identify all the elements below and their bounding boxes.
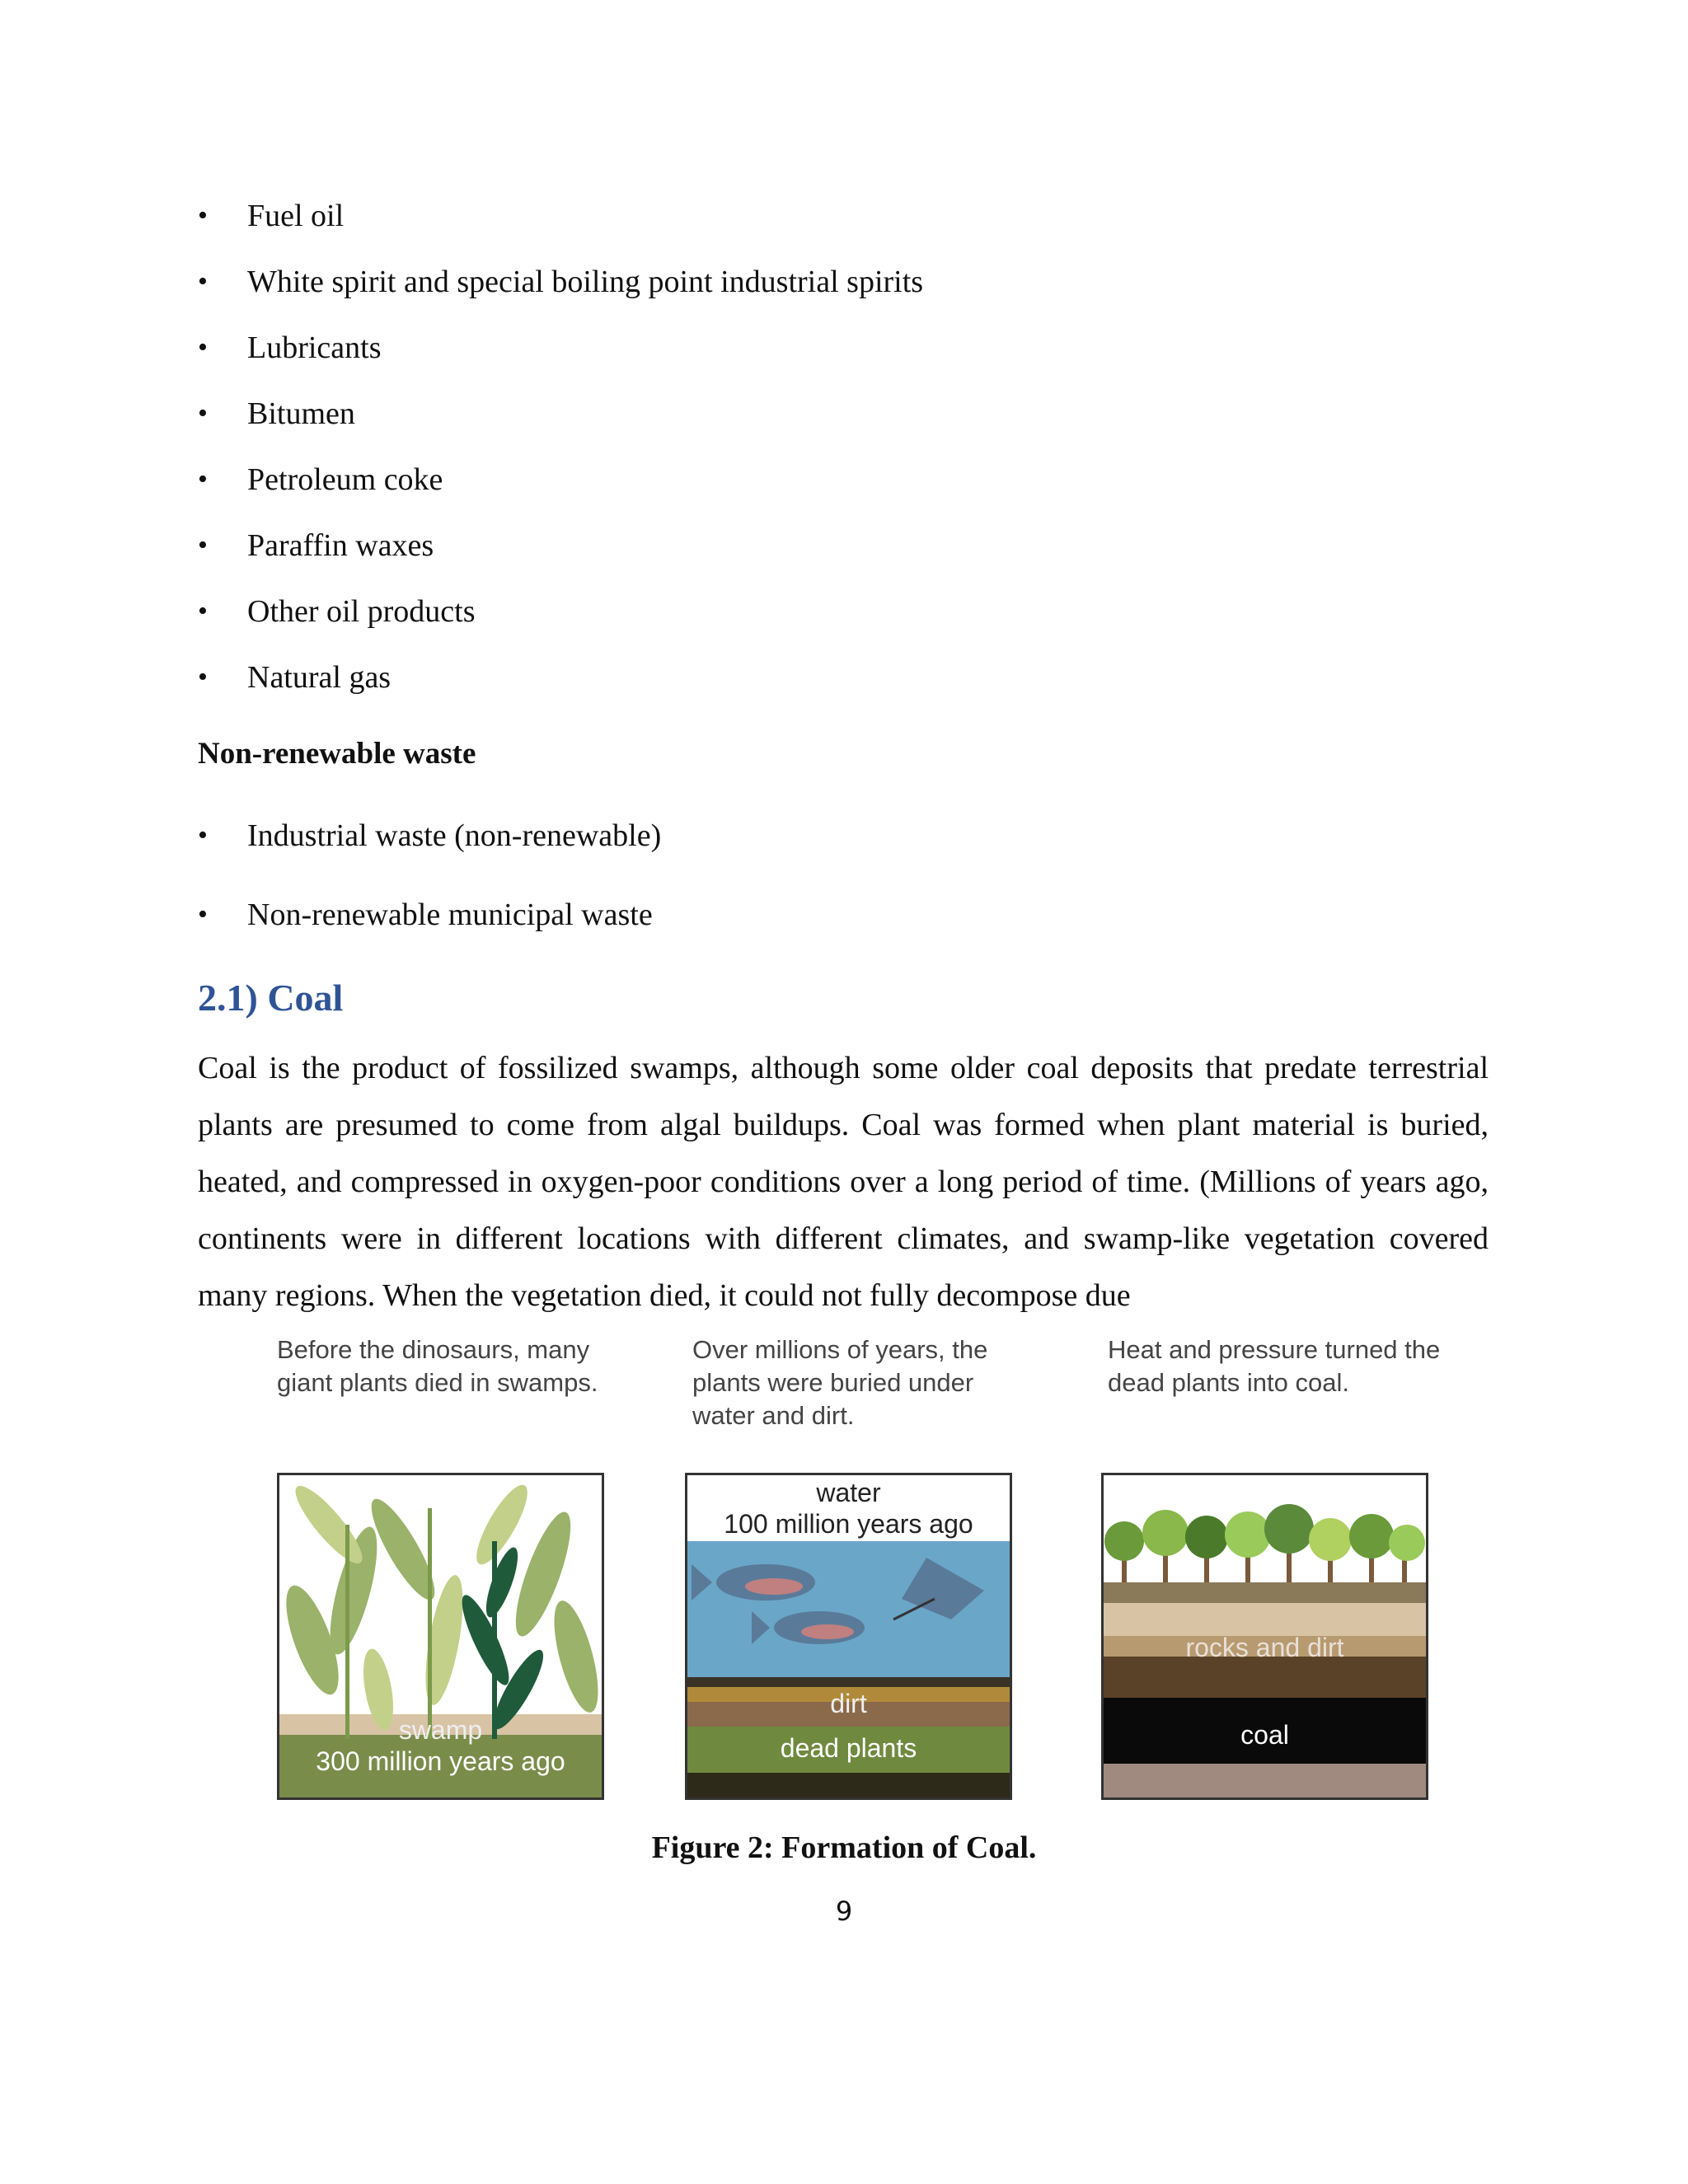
water-label: water — [816, 1478, 881, 1507]
waste-list — [247, 818, 661, 976]
list-item: • Non-renewable municipal waste — [247, 897, 661, 976]
figure-caption: Figure 2: Formation of Coal. — [651, 1830, 1037, 1865]
list-item: • Fuel oil — [247, 198, 923, 264]
panel-3-caption: Heat and pressure turned the dead plants into coal. — [1108, 1335, 1441, 1397]
dead-plants-label: dead plants — [780, 1733, 917, 1763]
dirt-label: dirt — [830, 1689, 867, 1718]
list-item: • Paraffin waxes — [247, 527, 923, 593]
section-heading: 2.1) Coal — [198, 977, 344, 1019]
list-item: • Natural gas — [247, 659, 923, 725]
coal-panel — [1101, 1473, 1428, 1800]
list-item: • Bitumen — [247, 396, 923, 462]
rocks-dirt-label: rocks and dirt — [1185, 1633, 1344, 1662]
swamp-panel — [277, 1473, 604, 1800]
list-item: • White spirit and special boiling point industrial spirits — [247, 264, 923, 330]
list-item: • Petroleum coke — [247, 462, 923, 527]
panel-1-caption: Before the dinosaurs, many giant plants died in swamps. — [277, 1335, 598, 1397]
swamp-label: swamp — [398, 1715, 483, 1745]
waste-subheading: Non-renewable waste — [198, 737, 476, 771]
list-item: • Other oil products — [247, 593, 923, 659]
era-label: 100 million years ago — [724, 1509, 973, 1539]
list-item: • Lubricants — [247, 330, 923, 396]
coal-label: coal — [1240, 1720, 1289, 1750]
burial-panel — [685, 1473, 1012, 1800]
page-number: 9 — [835, 1896, 853, 1927]
list-item: • Industrial waste (non-renewable) — [247, 818, 661, 897]
panel-2-caption: Over millions of years, the plants were buried under water and dirt. — [692, 1335, 988, 1430]
coal-paragraph: Coal is the product of fossilized swamps, although some older coal deposits that predate terrestrial plants are presumed to come from algal buildups. Coal was formed when plant material is buried, heated, and compressed in oxygen-poor conditions over a long period of time. (Millions of years ago, continents were in different locations with different climates, and swamp-like vegetation covered many regions. When the vegetation died, it could not fully decompose due — [198, 1051, 1489, 1313]
petroleum-products-list — [247, 198, 923, 725]
era-label: 300 million years ago — [316, 1746, 565, 1776]
